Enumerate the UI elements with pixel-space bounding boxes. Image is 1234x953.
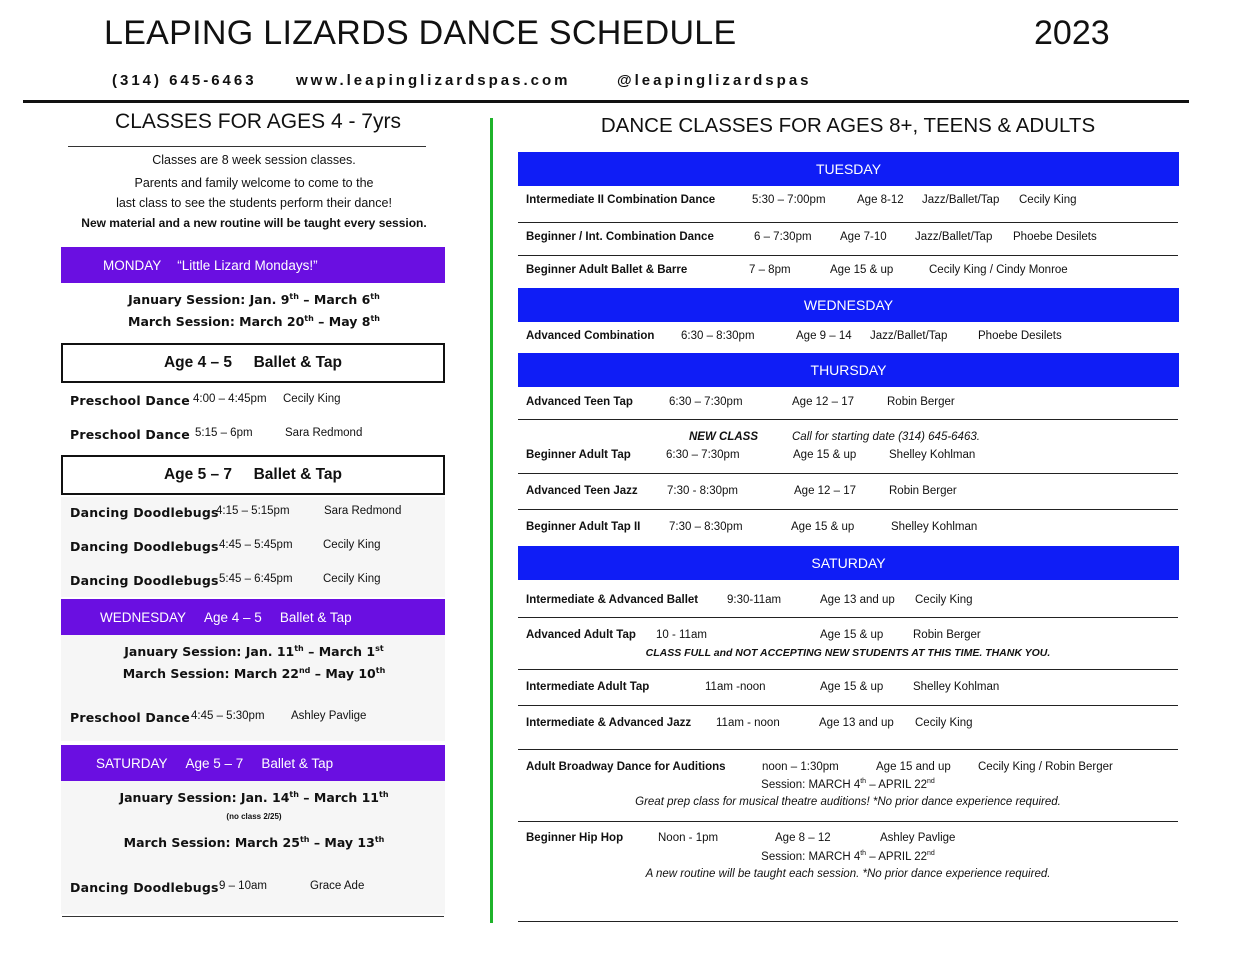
row-divider [518,222,1178,223]
year: 2023 [1034,14,1110,52]
row-divider [518,255,1178,256]
age-4-5-box: Age 4 – 5 Ballet & Tap [61,343,445,383]
monday-header [61,247,445,283]
wednesday-session-january: January Session: Jan. 11th – March 1st [124,644,384,660]
wednesday-day: WEDNESDAY [100,609,187,625]
saturday-header: SATURDAY [518,546,1179,580]
left-column-title: CLASSES FOR AGES 4 - 7yrs [115,110,401,133]
broadway-note: Great prep class for musical theatre auditions! *No prior dance experience required. [635,796,1061,808]
wednesday-session-march: March Session: March 22nd – May 10th [122,666,386,682]
row-divider [518,749,1178,750]
monday-day: MONDAY [103,257,162,273]
page-title: LEAPING LIZARDS DANCE SCHEDULE [104,14,737,52]
website-link[interactable]: www.leapinglizardspas.com [296,72,571,89]
intro-note-2: Parents and family welcome to come to the [134,176,374,190]
column-divider [490,118,493,923]
intro-note-4: New material and a new routine will be taught every session. [81,216,427,230]
wednesday-age: Age 4 – 5 [204,609,262,625]
header-divider [23,100,1189,103]
age-5-7-box: Age 5 – 7 Ballet & Tap [61,455,445,495]
intro-note-1: Classes are 8 week session classes. [152,153,356,167]
left-title-rule [68,146,426,147]
tuesday-header: TUESDAY [518,152,1179,186]
row-divider [518,617,1178,618]
intro-note-3: last class to see the students perform their dance! [116,196,392,210]
wednesday-style: Ballet & Tap [279,609,352,625]
wednesday-header: WEDNESDAY [518,288,1179,322]
monday-session-march: March Session: March 20th – May 8th [128,314,380,330]
broadway-session: Session: MARCH 4th – APRIL 22nd [761,778,935,791]
call-note: Call for starting date (314) 645-6463. [792,431,980,443]
saturday-age: Age 5 – 7 [185,755,244,771]
left-bottom-rule [62,916,444,917]
row-divider [518,921,1178,922]
phone-number: (314) 645-6463 [112,72,257,89]
monday-subtitle: “Little Lizard Mondays!” [177,257,318,273]
saturday-day: SATURDAY [96,755,168,771]
wednesday-header [61,599,445,635]
hiphop-session: Session: MARCH 4th – APRIL 22nd [761,850,935,863]
saturday-header [61,745,445,781]
row-divider [518,509,1178,510]
social-handle[interactable]: @leapinglizardspas [617,72,812,89]
row-divider [518,419,1178,420]
row-divider [518,669,1178,670]
row-divider [518,473,1178,474]
saturday-session-march: March Session: March 25th – May 13th [123,835,385,851]
monday-session-january: January Session: Jan. 9th – March 6th [128,292,380,308]
saturday-no-class-note: (no class 2/25) [226,812,282,821]
right-column-title: DANCE CLASSES FOR AGES 8+, TEENS & ADULTS [600,114,1096,137]
class-full-note: CLASS FULL and NOT ACCEPTING NEW STUDENTS AT THIS TIME. THANK YOU. [645,647,1051,659]
new-class-label: NEW CLASS [689,431,758,443]
saturday-session-january: January Session: Jan. 14th – March 11th [119,790,389,806]
saturday-style: Ballet & Tap [261,755,334,771]
thursday-header: THURSDAY [518,353,1179,387]
hiphop-note: A new routine will be taught each session. *No prior dance experience required. [645,868,1051,880]
row-divider [518,705,1178,706]
row-divider [518,821,1178,822]
